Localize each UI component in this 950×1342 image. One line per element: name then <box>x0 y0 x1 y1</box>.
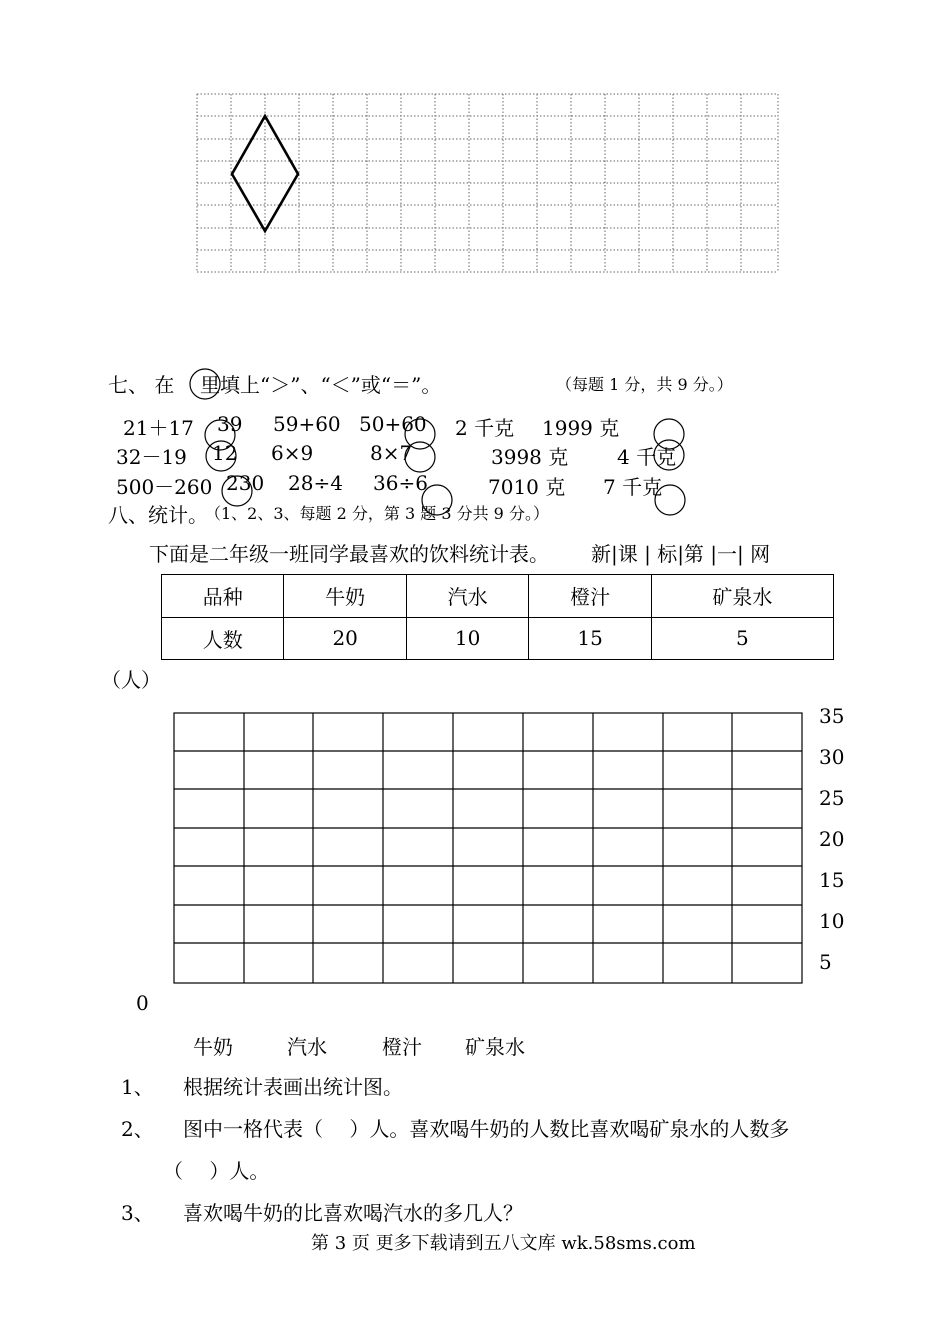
section8-note: （1、2、3、每题 2 分，第 3 题 3 分共 9 分。） <box>205 504 549 523</box>
question-text: 喜欢喝牛奶的比喜欢喝汽水的多几人？ <box>183 1201 523 1225</box>
compare-r1-a: 21＋17 <box>123 416 194 440</box>
y-tick-label: 35 <box>819 704 845 728</box>
table-cell: 人数 <box>162 617 284 660</box>
y-tick-label: 20 <box>819 827 845 851</box>
question-number: 3、 <box>121 1201 154 1225</box>
section7-note: （每题 1 分，共 9 分。） <box>556 375 733 394</box>
y-tick-label: 10 <box>819 909 845 933</box>
compare-r1-b: 39 <box>217 412 243 436</box>
compare-r3-c: 28÷4 <box>288 471 343 495</box>
compare-r1-c: 59+60 <box>273 412 341 436</box>
compare-r1-f: 1999 克 <box>542 416 620 440</box>
section7-title-part-b: 里填上“＞”、“＜”或“＝”。 <box>200 373 442 397</box>
x-category-label: 牛奶 <box>193 1035 233 1059</box>
y-tick-label: 25 <box>819 786 845 810</box>
y-tick-label: 5 <box>819 950 832 974</box>
table-cell: 汽水 <box>406 575 528 618</box>
table-cell: 矿泉水 <box>651 575 833 618</box>
question-number: 2、 <box>121 1117 154 1141</box>
table-cell: 5 <box>651 617 833 660</box>
compare-r2-e: 3998 克 <box>491 445 569 469</box>
compare-r1-e: 2 千克 <box>455 416 515 440</box>
compare-r1-d: 50+60 <box>359 412 427 436</box>
table-cell: 牛奶 <box>284 575 406 618</box>
compare-r3-f: 7 千克 <box>603 475 663 499</box>
table-cell: 10 <box>406 617 528 660</box>
compare-r3-e: 7010 克 <box>488 475 566 499</box>
compare-r2-d: 8×7 <box>370 441 413 465</box>
question-text-continued: （ ）人。 <box>163 1159 270 1183</box>
unit-label: （人） <box>101 668 161 692</box>
section8-intro: 下面是二年级一班同学最喜欢的饮料统计表。 <box>149 542 549 566</box>
watermark-text: 新|课 | 标|第 |一| 网 <box>591 542 771 566</box>
compare-r2-c: 6×9 <box>271 441 314 465</box>
y-tick-label: 30 <box>819 745 845 769</box>
x-category-label: 矿泉水 <box>465 1035 525 1059</box>
page-footer: 第 3 页 更多下载请到五八文库 wk.58sms.com <box>311 1233 696 1254</box>
compare-r2-f: 4 千克 <box>617 445 677 469</box>
compare-r3-d: 36÷6 <box>373 471 428 495</box>
question-text: 根据统计表画出统计图。 <box>183 1075 403 1099</box>
question-text: 图中一格代表（ ）人。喜欢喝牛奶的人数比喜欢喝矿泉水的人数多 <box>183 1117 790 1141</box>
table-cell: 20 <box>284 617 406 660</box>
compare-r2-a: 32－19 <box>116 445 187 469</box>
compare-r3-b: 230 <box>226 471 265 495</box>
x-category-label: 橙汁 <box>382 1035 422 1059</box>
compare-r3-a: 500－260 <box>116 475 213 499</box>
section8-title: 八、统计。 <box>108 503 208 527</box>
table-cell: 15 <box>529 617 651 660</box>
origin-label: 0 <box>136 991 149 1015</box>
question-number: 1、 <box>121 1075 154 1099</box>
section7-title-part-a: 七、 在 <box>108 373 175 397</box>
y-tick-label: 15 <box>819 868 845 892</box>
x-category-label: 汽水 <box>287 1035 327 1059</box>
table-cell: 品种 <box>162 575 284 618</box>
compare-r2-b: 12 <box>212 441 238 465</box>
table-cell: 橙汁 <box>529 575 651 618</box>
